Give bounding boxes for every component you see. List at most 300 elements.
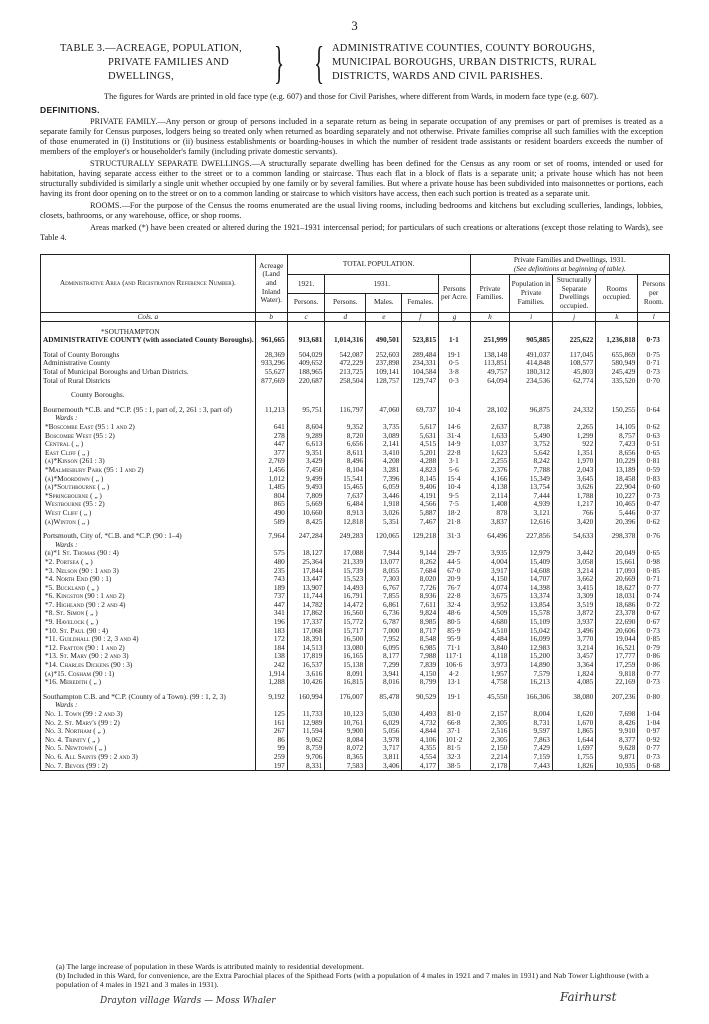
header-females: Females. (402, 293, 439, 312)
value-cell-c: 17,844 (287, 567, 325, 576)
table-row (41, 432, 670, 441)
value-cell-l (638, 414, 670, 423)
value-cell-h: 2,637 (470, 423, 510, 432)
value-cell-g: 3·1 (439, 457, 470, 466)
value-cell-j: 1,970 (552, 457, 595, 466)
value-cell-b: 28,369 (255, 351, 287, 360)
value-cell-c: 11,594 (287, 727, 325, 736)
value-cell-d: 213,725 (325, 368, 366, 377)
value-cell-f: 8,985 (402, 618, 439, 627)
value-cell-e (366, 541, 402, 550)
value-cell-j: 1,697 (552, 744, 595, 753)
value-cell-d: 15,138 (325, 661, 366, 670)
value-cell-f: 7,611 (402, 601, 439, 610)
value-cell-d: 6,656 (325, 440, 366, 449)
value-cell-b: 447 (255, 601, 287, 610)
value-cell-g: 5·6 (439, 466, 470, 475)
value-cell-b: 1,914 (255, 670, 287, 679)
value-cell-f (402, 541, 439, 550)
value-cell-h: 1,408 (470, 500, 510, 509)
area-name-cell: No. 7. Bevois (99 : 2) (41, 762, 256, 771)
value-cell-c: 16,537 (287, 661, 325, 670)
value-cell-l: 0·59 (638, 466, 670, 475)
header-private-subtitle: (See definitions at beginning of table). (513, 263, 626, 273)
value-cell-k: 17,093 (596, 567, 638, 576)
value-cell-k: 1,236,818 (596, 336, 638, 345)
value-cell-l: 0·86 (638, 661, 670, 670)
value-cell-j: 3,214 (552, 567, 595, 576)
value-cell-c: 7,450 (287, 466, 325, 475)
value-cell-f: 4,106 (402, 736, 439, 745)
intro-note: The figures for Wards are printed in old face type (e.g. 607) and those for Civil Parishes, where different from Wards, in modern face type (e.g. 607). (104, 92, 599, 101)
area-name-cell: *Malmesbury Park (95 : 1 and 2) (41, 466, 256, 475)
value-cell-e: 6,767 (366, 584, 402, 593)
value-cell-i: 15,349 (510, 475, 553, 484)
value-cell-e: 6,787 (366, 618, 402, 627)
value-cell-e: 6,861 (366, 601, 402, 610)
value-cell-b: 490 (255, 509, 287, 518)
value-cell-f (402, 391, 439, 400)
header-total-population: TOTAL POPULATION. (287, 255, 470, 275)
value-cell-b: 11,213 (255, 406, 287, 415)
value-cell-d: 16,500 (325, 635, 366, 644)
value-cell-c: 9,351 (287, 449, 325, 458)
value-cell-c (287, 701, 325, 710)
value-cell-k: 18,458 (596, 475, 638, 484)
value-cell-c: 8,604 (287, 423, 325, 432)
value-cell-d: 176,007 (325, 693, 366, 702)
value-cell-h: 3,837 (470, 518, 510, 527)
value-cell-g: 7·5 (439, 500, 470, 509)
value-cell-d: 1,014,316 (325, 336, 366, 345)
value-cell-e (366, 328, 402, 337)
value-cell-i: 15,109 (510, 618, 553, 627)
value-cell-f: 4,288 (402, 457, 439, 466)
table-row (41, 678, 670, 687)
value-cell-e: 8,177 (366, 652, 402, 661)
value-cell-d: 258,504 (325, 377, 366, 386)
value-cell-e: 7,396 (366, 475, 402, 484)
value-cell-f: 129,218 (402, 532, 439, 541)
value-cell-k (596, 541, 638, 550)
value-cell-b: 172 (255, 635, 287, 644)
value-cell-i: 14,890 (510, 661, 553, 670)
value-cell-j: 45,803 (552, 368, 595, 377)
value-cell-c: 409,652 (287, 359, 325, 368)
col-letter: g (439, 312, 470, 322)
value-cell-f: 523,815 (402, 336, 439, 345)
table-row (41, 753, 670, 762)
area-name-cell: Boscombe West (95 : 2) (41, 432, 256, 441)
value-cell-b: 2,769 (255, 457, 287, 466)
value-cell-k: 17,259 (596, 661, 638, 670)
value-cell-f: 7,467 (402, 518, 439, 527)
value-cell-i: 5,490 (510, 432, 553, 441)
table-row (41, 592, 670, 601)
value-cell-j (552, 414, 595, 423)
value-cell-k: 580,949 (596, 359, 638, 368)
title-right-line-3: DISTRICTS, WARDS AND CIVIL PARISHES. (332, 71, 544, 82)
value-cell-l: 0·37 (638, 509, 670, 518)
value-cell-e: 3,026 (366, 509, 402, 518)
value-cell-j (552, 701, 595, 710)
value-cell-l: 0·71 (638, 359, 670, 368)
area-name-cell: (b)*1 St. Thomas (90 : 4) (41, 549, 256, 558)
value-cell-c: 12,989 (287, 719, 325, 728)
value-cell-h: 4,509 (470, 609, 510, 618)
value-cell-g: 101·2 (439, 736, 470, 745)
value-cell-h: 28,102 (470, 406, 510, 415)
value-cell-h: 3,952 (470, 601, 510, 610)
value-cell-d (325, 391, 366, 400)
value-cell-c (287, 328, 325, 337)
value-cell-i: 491,037 (510, 351, 553, 360)
value-cell-g: 15·4 (439, 475, 470, 484)
value-cell-l: 0·80 (638, 693, 670, 702)
value-cell-i: 414,848 (510, 359, 553, 368)
value-cell-c: 18,127 (287, 549, 325, 558)
value-cell-h: 4,680 (470, 618, 510, 627)
value-cell-k (596, 414, 638, 423)
value-cell-d: 6,484 (325, 500, 366, 509)
value-cell-d: 14,472 (325, 601, 366, 610)
value-cell-h: 2,516 (470, 727, 510, 736)
value-cell-g: 29·7 (439, 549, 470, 558)
value-cell-f: 234,331 (402, 359, 439, 368)
value-cell-e: 4,208 (366, 457, 402, 466)
value-cell-e: 3,717 (366, 744, 402, 753)
value-cell-e: 7,855 (366, 592, 402, 601)
value-cell-h: 1,037 (470, 440, 510, 449)
value-cell-l: 0·73 (638, 753, 670, 762)
value-cell-b: 961,665 (255, 336, 287, 345)
value-cell-g: 95·9 (439, 635, 470, 644)
value-cell-g: 48·6 (439, 609, 470, 618)
value-cell-l: 0·77 (638, 670, 670, 679)
value-cell-i: 7,863 (510, 736, 553, 745)
value-cell-c: 9,499 (287, 475, 325, 484)
value-cell-d: 12,818 (325, 518, 366, 527)
value-cell-l: 0·67 (638, 618, 670, 627)
value-cell-d: 16,165 (325, 652, 366, 661)
value-cell-e (366, 414, 402, 423)
table-row (41, 736, 670, 745)
value-cell-d: 21,339 (325, 558, 366, 567)
value-cell-h: 4,484 (470, 635, 510, 644)
value-cell-d: 8,365 (325, 753, 366, 762)
value-cell-j: 3,872 (552, 609, 595, 618)
value-cell-b: 804 (255, 492, 287, 501)
value-cell-c: 14,782 (287, 601, 325, 610)
value-cell-d: 8,913 (325, 509, 366, 518)
value-cell-j: 2,043 (552, 466, 595, 475)
value-cell-c: 3,616 (287, 670, 325, 679)
col-letter: k (596, 312, 638, 322)
table-row (41, 541, 670, 550)
value-cell-l: 0·75 (638, 351, 670, 360)
value-cell-j: 3,415 (552, 584, 595, 593)
area-name-cell: *9. Havelock ( „ ) (41, 618, 256, 627)
value-cell-j: 1,788 (552, 492, 595, 501)
value-cell-d: 17,088 (325, 549, 366, 558)
value-cell-g: 80·5 (439, 618, 470, 627)
value-cell-d: 9,900 (325, 727, 366, 736)
value-cell-c: 17,068 (287, 627, 325, 636)
table-row (41, 359, 670, 368)
value-cell-l: 0·47 (638, 500, 670, 509)
value-cell-e: 3,978 (366, 736, 402, 745)
value-cell-f (402, 328, 439, 337)
value-cell-k (596, 701, 638, 710)
table-row (41, 377, 670, 386)
header-acreage: Acreage (Land and Inland Water). (255, 255, 287, 313)
footnote-b: (b) Included in this Ward, for convenience, are the Extra Parochial places of the Spithead Forts (with a population of 4 males in 1921 and 7 males in 1931) and Nab Tower Lighthouse (with a population of 4 males in 1921 and 3 males in 1931). (56, 971, 649, 989)
value-cell-j: 1,670 (552, 719, 595, 728)
table-row (41, 466, 670, 475)
value-cell-d: 8,084 (325, 736, 366, 745)
value-cell-k: 335,520 (596, 377, 638, 386)
value-cell-d: 15,541 (325, 475, 366, 484)
col-letter: l (638, 312, 670, 322)
handwritten-note: Drayton village Wards — Moss Whaler (100, 996, 276, 1006)
value-cell-e: 7,303 (366, 575, 402, 584)
value-cell-b: 9,192 (255, 693, 287, 702)
area-name-cell: No. 1. Town (99 : 2 and 3) (41, 710, 256, 719)
footnote-a: (a) The large increase of population in these Wards is attributed mainly to residential development. (56, 962, 364, 971)
header-persons-1921: Persons. (287, 293, 325, 312)
value-cell-l: 1·04 (638, 719, 670, 728)
value-cell-e: 128,757 (366, 377, 402, 386)
area-name-cell: Bournemouth *C.B. and *C.P. (95 : 1, part of, 2, 261 : 3, part of) (41, 406, 256, 415)
value-cell-l: 0·72 (638, 601, 670, 610)
area-name-cell: Southampton C.B. and *C.P. (County of a Town). (99 : 1, 2, 3) (41, 693, 256, 702)
value-cell-g: 9·5 (439, 492, 470, 501)
table-row (41, 406, 670, 415)
value-cell-d (325, 328, 366, 337)
value-cell-g: 67·0 (439, 567, 470, 576)
value-cell-j (552, 328, 595, 337)
value-cell-f: 7,839 (402, 661, 439, 670)
title-left (60, 42, 260, 84)
value-cell-f: 289,484 (402, 351, 439, 360)
value-cell-d: 542,087 (325, 351, 366, 360)
value-cell-b: 877,669 (255, 377, 287, 386)
value-cell-b (255, 391, 287, 400)
header-private-title: Private Families and Dwellings, 1931. (513, 255, 626, 264)
value-cell-b: 184 (255, 644, 287, 653)
value-cell-k: 10,227 (596, 492, 638, 501)
value-cell-j: 1,826 (552, 762, 595, 771)
value-cell-b: 189 (255, 584, 287, 593)
definition-areas: Areas marked (*) have been created or altered during the 1921–1931 intercensal period; for particulars of such creations or alterations (except those relating to Wards), see Table 4. (40, 223, 663, 242)
value-cell-h: 4,004 (470, 558, 510, 567)
value-cell-c: 14,513 (287, 644, 325, 653)
table-row (41, 670, 670, 679)
value-cell-j: 3,420 (552, 518, 595, 527)
value-cell-i: 180,312 (510, 368, 553, 377)
col-letter: c (287, 312, 325, 322)
value-cell-l (638, 391, 670, 400)
area-name-cell: *8. St. Simon ( „ ) (41, 609, 256, 618)
value-cell-l: 0·73 (638, 678, 670, 687)
value-cell-c: 13,447 (287, 575, 325, 584)
value-cell-i: 5,642 (510, 449, 553, 458)
value-cell-d: 8,611 (325, 449, 366, 458)
value-cell-b: 933,296 (255, 359, 287, 368)
value-cell-j: 3,937 (552, 618, 595, 627)
value-cell-k: 13,189 (596, 466, 638, 475)
table-row (41, 351, 670, 360)
value-cell-j: 38,080 (552, 693, 595, 702)
value-cell-d: 8,091 (325, 670, 366, 679)
value-cell-b: 278 (255, 432, 287, 441)
value-cell-k: 22,904 (596, 483, 638, 492)
value-cell-c (287, 414, 325, 423)
value-cell-e: 3,281 (366, 466, 402, 475)
value-cell-j: 3,519 (552, 601, 595, 610)
value-cell-b: 125 (255, 710, 287, 719)
value-cell-f: 104,584 (402, 368, 439, 377)
value-cell-l: 0·97 (638, 727, 670, 736)
title-right (332, 42, 672, 84)
area-name-cell: Total of Municipal Boroughs and Urban Districts. (41, 368, 256, 377)
value-cell-f: 4,823 (402, 466, 439, 475)
value-cell-g (439, 391, 470, 400)
area-name-cell: ADMINISTRATIVE COUNTY (with associated County Boroughs). (41, 336, 256, 345)
value-cell-c: 8,759 (287, 744, 325, 753)
value-cell-f: 69,737 (402, 406, 439, 415)
table-row (41, 483, 670, 492)
value-cell-k: 22,690 (596, 618, 638, 627)
value-cell-g: 21·8 (439, 518, 470, 527)
value-cell-b: 589 (255, 518, 287, 527)
value-cell-g: 31·3 (439, 532, 470, 541)
value-cell-l: 1·04 (638, 710, 670, 719)
area-name-cell: *14. Charles Dickens (90 : 3) (41, 661, 256, 670)
value-cell-i: 12,616 (510, 518, 553, 527)
area-name-cell: Wards : (41, 541, 256, 550)
value-cell-g: 32·4 (439, 601, 470, 610)
value-cell-f: 4,566 (402, 500, 439, 509)
value-cell-b: 138 (255, 652, 287, 661)
value-cell-h: 2,305 (470, 736, 510, 745)
value-cell-k: 8,377 (596, 736, 638, 745)
value-cell-k: 8,426 (596, 719, 638, 728)
table-row (41, 652, 670, 661)
value-cell-g: 22·8 (439, 449, 470, 458)
value-cell-d: 15,523 (325, 575, 366, 584)
value-cell-i: 166,306 (510, 693, 553, 702)
value-cell-e (366, 701, 402, 710)
value-cell-h (470, 391, 510, 400)
table-row (41, 609, 670, 618)
value-cell-g: 19·1 (439, 693, 470, 702)
value-cell-f: 5,201 (402, 449, 439, 458)
value-cell-g (439, 414, 470, 423)
value-cell-i: 8,242 (510, 457, 553, 466)
area-name-cell: No. 5. Newtown ( „ ) (41, 744, 256, 753)
value-cell-e: 3,406 (366, 762, 402, 771)
value-cell-c: 11,733 (287, 710, 325, 719)
header-1931: 1931. (325, 275, 439, 294)
value-cell-h (470, 328, 510, 337)
value-cell-k: 10,935 (596, 762, 638, 771)
table-row (41, 423, 670, 432)
value-cell-d: 10,761 (325, 719, 366, 728)
value-cell-j: 3,662 (552, 575, 595, 584)
value-cell-g: 66·8 (439, 719, 470, 728)
title-right-line-2: MUNICIPAL BOROUGHS, URBAN DISTRICTS, RURAL (332, 57, 597, 68)
value-cell-l: 0·85 (638, 567, 670, 576)
value-cell-i: 8,004 (510, 710, 553, 719)
value-cell-e: 8,016 (366, 678, 402, 687)
value-cell-j (552, 391, 595, 400)
value-cell-i: 16,099 (510, 635, 553, 644)
area-name-cell: *4. North End (90 : 1) (41, 575, 256, 584)
area-name-cell: County Boroughs. (41, 391, 256, 400)
value-cell-k: 18,031 (596, 592, 638, 601)
value-cell-i: 234,536 (510, 377, 553, 386)
table-row (41, 744, 670, 753)
page-number: 3 (351, 18, 358, 33)
area-name-cell: Wards : (41, 701, 256, 710)
value-cell-j: 24,332 (552, 406, 595, 415)
value-cell-l: 0·81 (638, 457, 670, 466)
value-cell-g: 38·5 (439, 762, 470, 771)
value-cell-k: 18,686 (596, 601, 638, 610)
header-families: Private Families. (470, 275, 510, 312)
value-cell-g: 0·3 (439, 377, 470, 386)
value-cell-h: 3,917 (470, 567, 510, 576)
value-cell-c: 9,289 (287, 432, 325, 441)
value-cell-e: 13,077 (366, 558, 402, 567)
value-cell-k: 9,818 (596, 670, 638, 679)
value-cell-d: 15,465 (325, 483, 366, 492)
table-row (41, 368, 670, 377)
value-cell-g: 81·0 (439, 710, 470, 719)
value-cell-f: 4,355 (402, 744, 439, 753)
col-letter: d (325, 312, 366, 322)
value-cell-h: 878 (470, 509, 510, 518)
area-name-cell: East Cliff ( „ ) (41, 449, 256, 458)
value-cell-l: 0·79 (638, 644, 670, 653)
value-cell-e: 8,055 (366, 567, 402, 576)
value-cell-e: 3,410 (366, 449, 402, 458)
value-cell-j: 1,217 (552, 500, 595, 509)
value-cell-f: 8,262 (402, 558, 439, 567)
table-row (41, 567, 670, 576)
value-cell-g: 3·8 (439, 368, 470, 377)
value-cell-i: 13,854 (510, 601, 553, 610)
col-letter: f (402, 312, 439, 322)
value-cell-h: 2,214 (470, 753, 510, 762)
title-right-line-1: ADMINISTRATIVE COUNTIES, COUNTY BOROUGHS, (332, 43, 596, 54)
value-cell-i: 7,788 (510, 466, 553, 475)
value-cell-h: 4,118 (470, 652, 510, 661)
value-cell-j: 225,622 (552, 336, 595, 345)
value-cell-i: 15,200 (510, 652, 553, 661)
value-cell-c: 504,029 (287, 351, 325, 360)
value-cell-h: 1,957 (470, 670, 510, 679)
value-cell-g: 117·1 (439, 652, 470, 661)
value-cell-b (255, 414, 287, 423)
value-cell-i: 13,374 (510, 592, 553, 601)
table-row (41, 661, 670, 670)
value-cell-f: 8,799 (402, 678, 439, 687)
table-row (41, 440, 670, 449)
value-cell-k: 16,521 (596, 644, 638, 653)
value-cell-d: 14,493 (325, 584, 366, 593)
